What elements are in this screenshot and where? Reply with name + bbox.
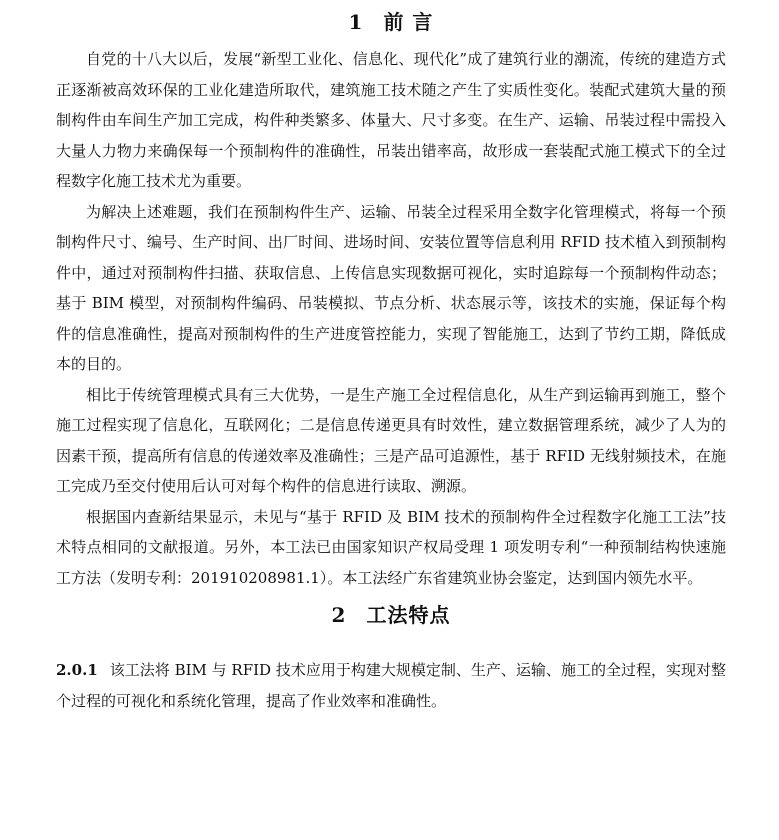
clause-text: 该工法将 BIM 与 RFID 技术应用于构建大规模定制、生产、运输、施工的全过程，实现对整个过程的可视化和系统化管理，提高了作业效率和准确性。 — [56, 661, 726, 710]
paragraph-3: 相比于传统管理模式具有三大优势，一是生产施工全过程信息化，从生产到运输再到施工，整个施工过程实现了信息化，互联网化；二是信息传递更具有时效性，建立数据管理系统，减少了人为的因素干预，提高所有信息的传递效率及准确性；三是产品可追源性，基于 RFID 无线射频技术，在施工完成乃至交付使用后认可对每个构件的信息进行读取、溯源。 — [56, 385, 726, 495]
section-title: 前 言 — [383, 10, 434, 34]
section-heading-1 — [56, 0, 726, 44]
section-number: 2 — [331, 603, 347, 627]
clause-paragraph — [56, 655, 726, 717]
paragraph-2: 为解决上述难题，我们在预制构件生产、运输、吊装全过程采用全数字化管理模式，将每一个预制构件尺寸、编号、生产时间、出厂时间、进场时间、安装位置等信息利用 RFID 技术植入到预制构件中，通过对预制构件扫描、获取信息、上传信息实现数据可视化，实时追踪每一个预制构件动态；基于 BIM 模型，对预制构件编码、吊装模拟、节点分析、状态展示等，该技术的实施，保证每个构件的信息准确性，提高对预制构件的生产进度管控能力，实现了智能施工，达到了节约工期，降低成本的目的。 — [56, 202, 726, 373]
section-number: 1 — [348, 10, 364, 34]
paragraph-4: 根据国内查新结果显示，未见与“基于 RFID 及 BIM 技术的预制构件全过程数字化施工工法”技术特点相同的文献报道。另外，本工法已由国家知识产权局受理 1 项发明专利“一种预制结构快速施工方法（发明专利：201910208981.1）。本工法经广东省建筑业协会鉴定，达到国内领先水平。 — [56, 507, 726, 587]
section-title: 工法特点 — [366, 603, 451, 627]
section-heading-2 — [56, 593, 726, 637]
clause-number: 2.0.1 — [56, 661, 98, 679]
document-page — [56, 0, 726, 717]
paragraph-1: 自党的十八大以后，发展“新型工业化、信息化、现代化”成了建筑行业的潮流，传统的建造方式正逐渐被高效环保的工业化建造所取代，建筑施工技术随之产生了实质性变化。装配式建筑大量的预制构件由车间生产加工完成，构件种类繁多、体量大、尺寸多变。在生产、运输、吊装过程中需投入大量人力物力来确保每一个预制构件的准确性，吊装出错率高，故形成一套装配式施工模式下的全过程数字化施工技术尤为重要。 — [56, 50, 726, 190]
